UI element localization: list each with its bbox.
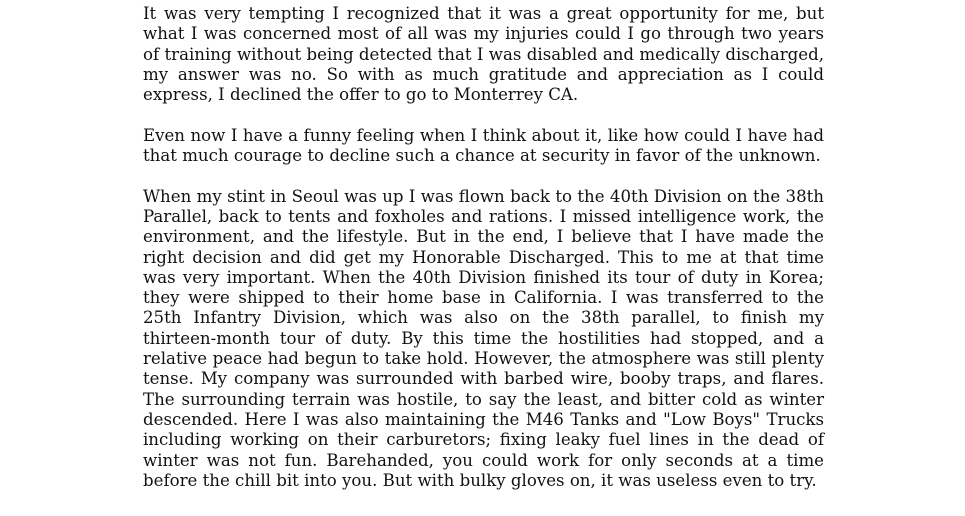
paragraph-korea-service: When my stint in Seoul was up I was flown back to the 40th Division on the 38th Parallel, back to tents and foxholes and rations. I missed intelligence work, the environment, and the lifestyle. But in the end, I believe that I have made the right decision and did get my Honorable Discharged. This to me at that time was very important. When the 40th Division finished its tour of duty in Korea; they were shipped to their home base in California. I was transferred to the 25th Infantry Division, which was also on the 38th parallel, to finish my thirteen-month tour of duty. By this time the hostilities had stopped, and a relative peace had begun to take hold. However, the atmosphere was still plenty tense. My company was surrounded with barbed wire, booby traps, and flares. The surrounding terrain was hostile, to say the least, and bitter cold as winter descended. Here I was also maintaining the M46 Tanks and "Low Boys" Trucks including working on their carburetors; fixing leaky fuel lines in the dead of winter was not fun. Barehanded, you could work for only seconds at a time before the chill bit into you. But with bulky gloves on, it was useless even to try. xyxy=(143,186,824,490)
paragraph-monterrey-offer: It was very tempting I recognized that it was a great opportunity for me, but what I was concerned most of all was my injuries could I go through two years of training without being detected that I was disabled and medically discharged, my answer was no. So with as much gratitude and appreciation as I could express, I declined the offer to go to Monterrey CA. xyxy=(143,4,824,105)
paragraph-courage-reflection: Even now I have a funny feeling when I think about it, like how could I have had that much courage to decline such a chance at security in favor of the unknown. xyxy=(143,125,824,166)
document-page xyxy=(143,4,824,491)
